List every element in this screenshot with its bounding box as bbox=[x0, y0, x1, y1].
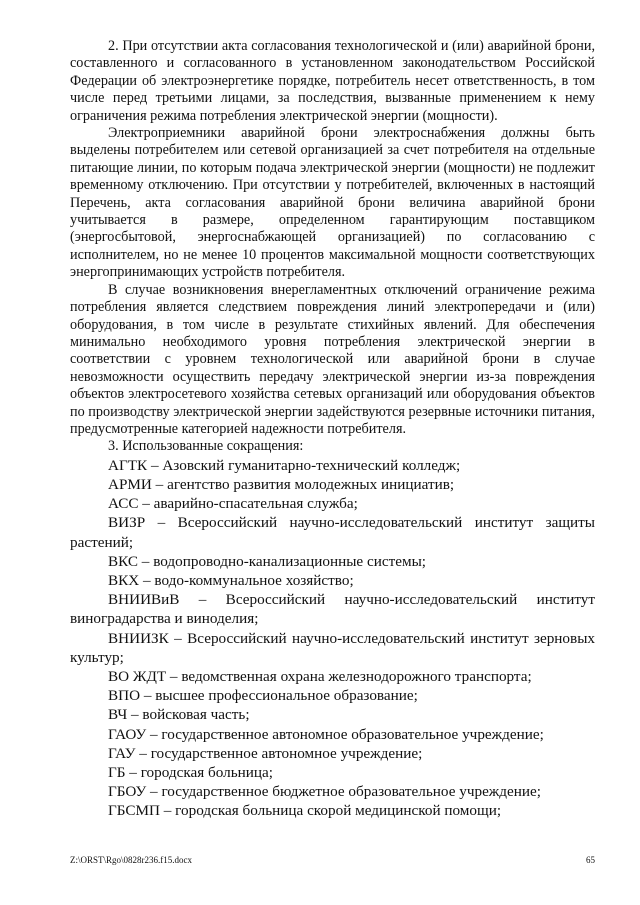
abbreviation-item: ГАОУ – государственное автономное образовательное учреждение; bbox=[108, 725, 544, 743]
abbreviation-item: ВИЗР – Всероссийский научно-исследовательский институт защиты растений; bbox=[70, 514, 595, 551]
document-page bbox=[70, 38, 595, 821]
abbreviation-item: ГБОУ – государственное бюджетное образовательное учреждение; bbox=[108, 783, 541, 801]
abbreviation-item: АСС – аварийно-спасательная служба; bbox=[108, 495, 358, 513]
abbreviation-item: ВНИИВиВ – Всероссийский научно-исследовательский институт виноградарства и виноделия; bbox=[70, 591, 595, 628]
abbreviation-item: АГТК – Азовский гуманитарно-технический колледж; bbox=[108, 456, 461, 474]
paragraph-emergency-power-receivers: Электроприемники аварийной брони электроснабжения должны быть выделены потребителем или сетевой организацией за счет потребителя на отдельные питающие линии, по которым подача электрической энергии (мощности) не подлежит временному отключению. При отсутствии у потребителей, включенных в настоящий Перечень, акта согласования аварийной брони величина аварийной брони учитывается в размере, определенном гарантирующим поставщиком (энергосбытовой, энергоснабжающей организацией) по согласованию с исполнителем, но не менее 10 процентов максимальной мощности соответствующих энергопринимающих устройств потребителя. bbox=[70, 125, 595, 281]
abbreviation-item: ВПО – высшее профессиональное образование; bbox=[108, 687, 418, 705]
footer-page-number: 65 bbox=[586, 855, 595, 865]
abbreviation-item: ВКС – водопроводно-канализационные системы; bbox=[108, 552, 426, 570]
paragraph-unscheduled-outages: В случае возникновения внерегламентных отключений ограничение режима потребления является следствием повреждения линий электропередачи и (или) оборудования, в том числе в результате стихийных явлений. Для обеспечения минимально необходимого уровня потребления электрической энергии в соответствии с уровнем технологической или аварийной брони в случае невозможности осуществить передачу электрической энергии из-за повреждения объектов электросетевого хозяйства сетевых организаций или оборудования объектов по производству электрической энергии задействуются резервные источники питания, предусмотренные категорией надежности потребителя. bbox=[70, 281, 595, 437]
abbreviation-item: ВЧ – войсковая часть; bbox=[108, 706, 250, 724]
abbreviation-item: АРМИ – агентство развития молодежных инициатив; bbox=[108, 475, 455, 493]
abbreviation-item: ВО ЖДТ – ведомственная охрана железнодорожного транспорта; bbox=[108, 667, 532, 685]
footer-file-path: Z:\ORST\Rgo\0828r236.f15.docx bbox=[70, 855, 192, 865]
section-heading-abbreviations: 3. Использованные сокращения: bbox=[108, 438, 304, 455]
abbreviation-item: ВНИИЗК – Всероссийский научно-исследовательский институт зерновых культур; bbox=[70, 629, 595, 666]
abbreviation-item: ГБ – городская больница; bbox=[108, 764, 273, 781]
abbreviation-item: ГБСМП – городская больница скорой медицинской помощи; bbox=[108, 802, 502, 820]
paragraph-emergency-reserve-act: 2. При отсутствии акта согласования технологической и (или) аварийной брони, составленного и согласованного в установленном законодательством Российской Федерации об электроэнергетике порядке, потребитель несет ответственность, в том числе перед третьими лицами, за последствия, вызванные применением к нему ограничения режима потребления электрической энергии (мощности). bbox=[70, 38, 595, 124]
abbreviation-list bbox=[70, 456, 595, 821]
abbreviation-item: ГАУ – государственное автономное учреждение; bbox=[108, 744, 423, 762]
abbreviation-item: ВКХ – водо-коммунальное хозяйство; bbox=[108, 571, 354, 589]
